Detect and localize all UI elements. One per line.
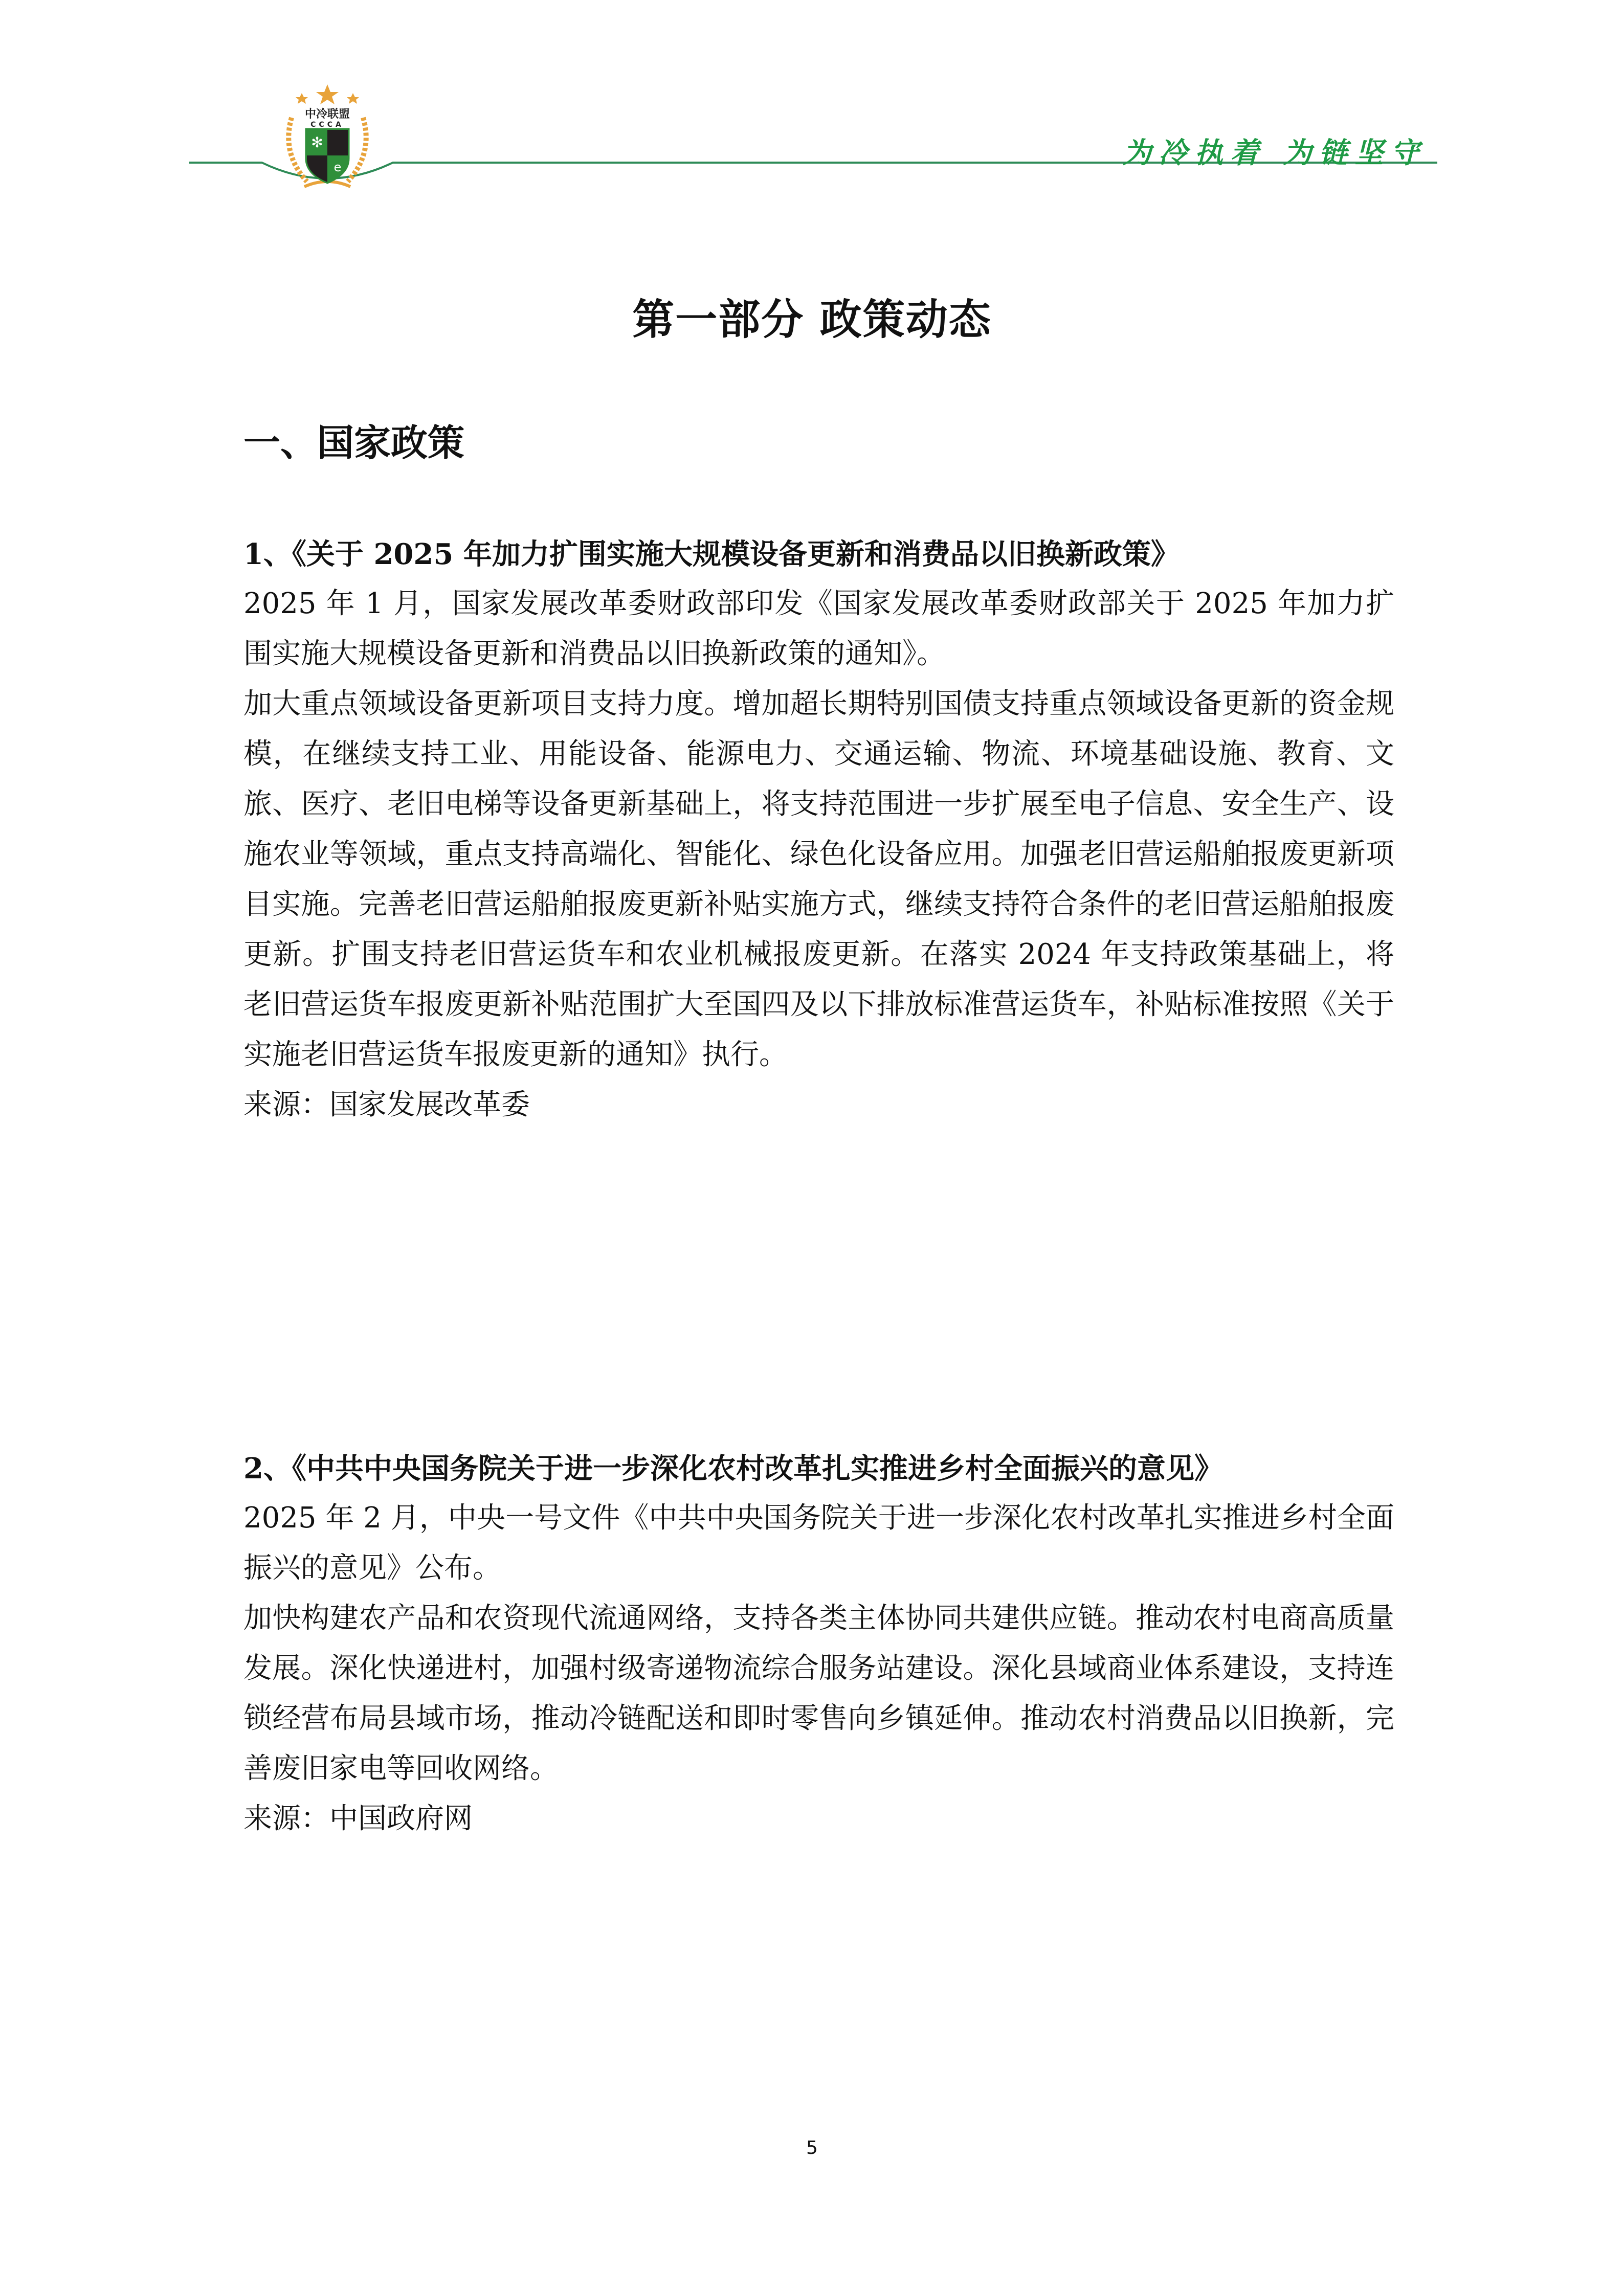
svg-text:e: e	[333, 160, 342, 174]
paragraph: 加大重点领域设备更新项目支持力度。增加超长期特别国债支持重点领域设备更新的资金规模，在继续支持工业、用能设备、能源电力、交通运输、物流、环境基础设施、教育、文旅、医疗、老旧电梯等设备更新基础上，将支持范围进一步扩展至电子信息、安全生产、设施农业等领域，重点支持高端化、智能化、绿色化设备应用。加强老旧营运船舶报废更新项目实施。完善老旧营运船舶报废更新补贴实施方式，继续支持符合条件的老旧营运船舶报废更新。扩围支持老旧营运货车和农业机械报废更新。在落实 2024 年支持政策基础上，将老旧营运货车报废更新补贴范围扩大至国四及以下排放标准营运货车，补贴标准按照《关于实施老旧营运货车报废更新的通知》执行。	[243, 687, 1394, 1071]
part-title: 第一部分 政策动态	[632, 296, 992, 344]
paragraph: 加快构建农产品和农资现代流通网络，支持各类主体协同共建供应链。推动农村电商高质量发展。深化快递进村，加强村级寄递物流综合服务站建设。深化县域商业体系建设，支持连锁经营布局县域市场，推动冷链配送和即时零售向乡镇延伸。推动农村消费品以旧换新，完善废旧家电等回收网络。	[243, 1602, 1394, 1785]
page-header	[0, 0, 1624, 215]
page-number: 5	[806, 2137, 818, 2158]
header-slogan: 为冷执着 为链坚守	[1123, 137, 1427, 170]
header-divider-line	[0, 0, 1624, 215]
paragraph: 2025 年 1 月，国家发展改革委财政部印发《国家发展改革委财政部关于 2025 年加力扩围实施大规模设备更新和消费品以旧换新政策的通知》。	[243, 587, 1394, 670]
source-line: 来源：中国政府网	[243, 1802, 473, 1835]
svg-text:中冷联盟: 中冷联盟	[304, 108, 350, 121]
section-heading: 一、国家政策	[243, 421, 465, 464]
item-body-1	[243, 579, 1394, 1130]
source-line: 来源：国家发展改革委	[243, 1088, 530, 1121]
item-heading-1: 1、《关于 2025 年加力扩围实施大规模设备更新和消费品以旧换新政策》	[243, 537, 1180, 571]
ccca-logo	[276, 82, 379, 194]
paragraph: 2025 年 2 月，中央一号文件《中共中央国务院关于进一步深化农村改革扎实推进乡村全面振兴的意见》公布。	[243, 1501, 1394, 1585]
shield-wreath-logo-icon	[276, 82, 379, 194]
item-body-2	[243, 1493, 1394, 1844]
svg-text:CCCA: CCCA	[310, 121, 344, 129]
svg-text:✻: ✻	[311, 134, 323, 151]
item-heading-2: 2、《中共中央国务院关于进一步深化农村改革扎实推进乡村全面振兴的意见》	[243, 1452, 1223, 1485]
